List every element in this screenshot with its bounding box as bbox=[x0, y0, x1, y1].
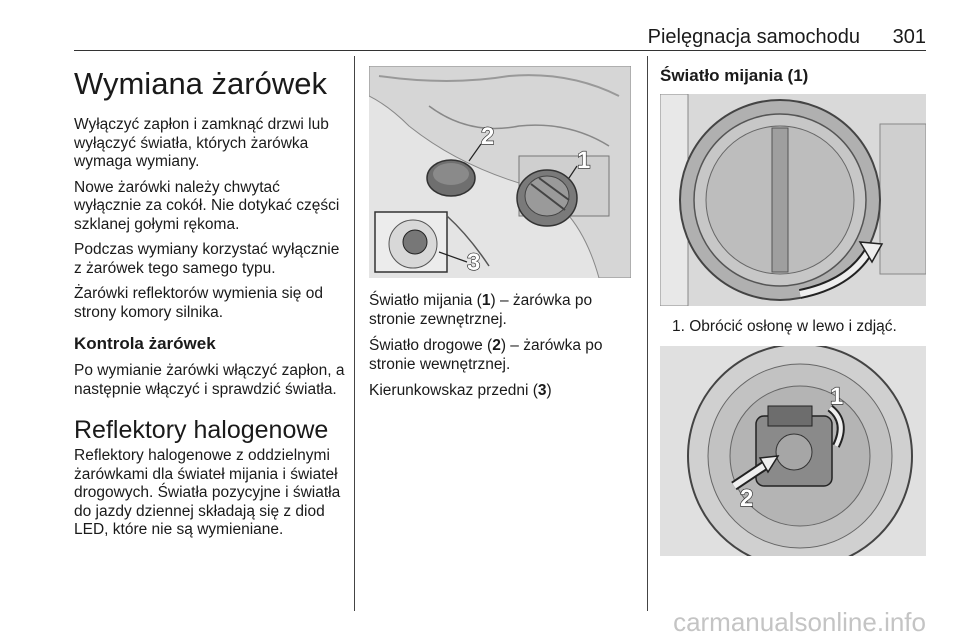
header-rule bbox=[74, 50, 926, 51]
page-header bbox=[74, 26, 926, 50]
caption-turn-signal: Kierunkowskaz przedni (3) bbox=[369, 382, 552, 399]
watermark: carmanualsonline.info bbox=[673, 607, 926, 637]
callout-1: 1 bbox=[830, 383, 844, 410]
callout-1: 1 bbox=[577, 147, 591, 174]
section-heading: Wymiana żarówek bbox=[74, 66, 327, 101]
caption-low-beam: Światło mijania (1) – żarówka po stronie zewnętrznej. bbox=[369, 292, 593, 328]
headlamp-illustration bbox=[369, 66, 631, 278]
section-heading-2: Reflektory halogenowe bbox=[74, 416, 329, 444]
column-divider-1 bbox=[354, 56, 355, 611]
caption-high-beam: Światło drogowe (2) – żarówka po stronie wewnętrznej. bbox=[369, 337, 603, 373]
header-title: Pielęgnacja samochodu bbox=[647, 26, 860, 48]
paragraph: Żarówki reflektorów wymienia się od strony komory silnika. bbox=[74, 285, 323, 321]
paragraph: Podczas wymiany korzystać wyłącznie z żarówek tego samego typu. bbox=[74, 241, 340, 277]
column-divider-2 bbox=[647, 56, 648, 611]
column-3 bbox=[660, 66, 926, 556]
bulb-illustration bbox=[660, 346, 926, 556]
callout-2: 2 bbox=[481, 123, 495, 150]
cover-removal-figure bbox=[660, 94, 926, 306]
subheading: Kontrola żarówek bbox=[74, 334, 216, 353]
subheading-low-beam: Światło mijania (1) bbox=[660, 66, 809, 85]
instruction-step-1: 1. Obrócić osłonę w lewo i zdjąć. bbox=[672, 318, 897, 335]
page-number: 301 bbox=[892, 26, 926, 48]
bulb-removal-figure bbox=[660, 346, 926, 556]
column-2 bbox=[369, 66, 631, 409]
cover-illustration bbox=[660, 94, 926, 306]
callout-2: 2 bbox=[740, 485, 754, 512]
paragraph: Wyłączyć zapłon i zamknąć drzwi lub wyłączyć światła, których żarówka wymaga wymiany. bbox=[74, 116, 329, 170]
column-1 bbox=[74, 58, 346, 547]
paragraph: Reflektory halogenowe z oddzielnymi żarówkami dla świateł mijania i świateł drogowych. Światła pozycyjne i światła do jazdy dziennej składają się z diod LED, które nie są wymieniane. bbox=[74, 447, 341, 538]
headlamp-bulbs-figure bbox=[369, 66, 631, 278]
paragraph: Po wymianie żarówki włączyć zapłon, a następnie włączyć i sprawdzić światła. bbox=[74, 362, 345, 398]
callout-3: 3 bbox=[467, 249, 481, 276]
paragraph: Nowe żarówki należy chwytać wyłącznie za cokół. Nie dotykać części szklanej gołymi rękoma. bbox=[74, 178, 340, 233]
